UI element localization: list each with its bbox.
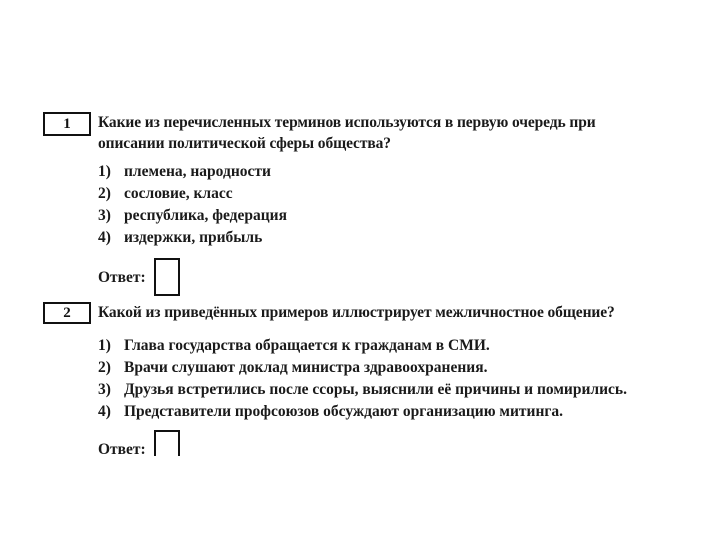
- option-item: [98, 161, 287, 183]
- option-item: [98, 183, 287, 205]
- options-list: [98, 335, 627, 423]
- question-number-box: 1: [43, 112, 91, 136]
- option-item: [98, 335, 627, 357]
- answer-row: [98, 430, 180, 464]
- option-number: 3): [98, 381, 111, 398]
- option-text: Друзья встретились после ссоры, выяснили её причины и помирились.: [124, 381, 627, 398]
- option-item: [98, 401, 627, 423]
- option-number: 4): [98, 403, 111, 420]
- option-number: 4): [98, 229, 111, 246]
- option-text: издержки, прибыль: [124, 229, 263, 246]
- option-text: племена, народности: [124, 163, 271, 180]
- answer-label: Ответ:: [98, 269, 146, 286]
- option-number: 2): [98, 359, 111, 376]
- option-text: Представители профсоюзов обсуждают организацию митинга.: [124, 403, 564, 420]
- option-item: [98, 357, 627, 379]
- option-number: 1): [98, 163, 111, 180]
- question-text: Какой из приведённых примеров иллюстрирует межличностное общение?: [98, 304, 615, 321]
- options-list: [98, 161, 287, 249]
- option-number: 1): [98, 337, 111, 354]
- option-text: республика, федерация: [124, 207, 287, 224]
- option-text: Глава государства обращается к гражданам в СМИ.: [124, 337, 490, 354]
- answer-box[interactable]: [154, 430, 180, 456]
- answer-label: Ответ:: [98, 441, 146, 458]
- answer-box[interactable]: [154, 258, 180, 296]
- option-text: сословие, класс: [124, 185, 233, 202]
- option-number: 3): [98, 207, 111, 224]
- question-text: Какие из перечисленных терминов используются в первую очередь при описании политической сферы общества?: [98, 114, 596, 152]
- option-number: 2): [98, 185, 111, 202]
- answer-row: [98, 258, 180, 296]
- option-text: Врачи слушают доклад министра здравоохранения.: [124, 359, 488, 376]
- option-item: [98, 379, 627, 401]
- option-item: [98, 227, 287, 249]
- question-number-box: 2: [43, 302, 91, 324]
- option-item: [98, 205, 287, 227]
